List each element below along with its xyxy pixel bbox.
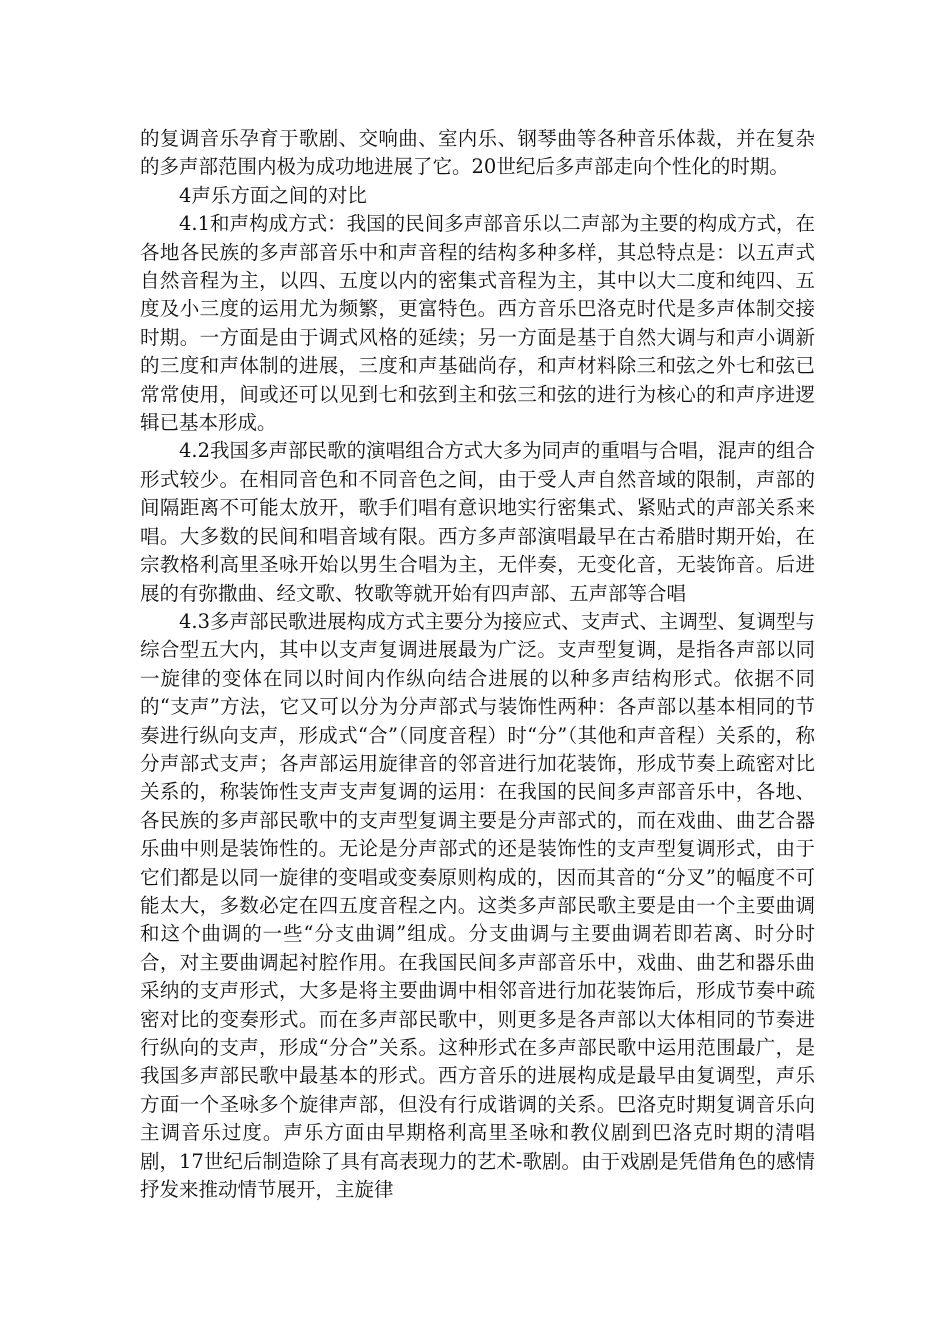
paragraph-intro-continuation: 的复调音乐孕育于歌剧、交响曲、室内乐、钢琴曲等各种音乐体裁，并在复杂的多声部范围内极为成功地进展了它。20世纪后多声部走向个性化的时期。 <box>140 127 815 179</box>
paragraph-4-1: 4.1和声构成方式：我国的民间多声部音乐以二声部为主要的构成方式，在各地各民族的多声部音乐中和声音程的结构多种多样，其总特点是：以五声式自然音程为主，以四、五度以内的密集式音程为主，其中以大二度和纯四、五度及小三度的运用尤为频繁，更富特色。西方音乐巴洛克时代是多声体制交接时期。一方面是由于调式风格的延续；另一方面是基于自然大调与和声小调新的三度和声体制的进展，三度和声基础尚存，和声材料除三和弦之外七和弦已常常使用，间或还可以见到七和弦到主和弦三和弦的进行为核心的和声序进逻辑已基本形成。 <box>140 212 815 435</box>
paragraph-4-3: 4.3多声部民歌进展构成方式主要分为接应式、支声式、主调型、复调型与综合型五大内，其中以支声复调进展最为广泛。支声型复调，是指各声部以同一旋律的变体在同以时间内作纵向结合进展的以种多声结构形式。依据不同的“支声”方法，它又可以分为分声部式与装饰性两种：各声部以基本相同的节奏进行纵向支声，形成式“合”（同度音程）时“分”（其他和声音程）关系的，称分声部式支声；各声部运用旋律音的邻音进行加花装饰，形成节奏上疏密对比关系的，称装饰性支声支声复调的运用：在我国的民间多声部音乐中，各地、各民族的多声部民歌中的支声型复调主要是分声部式的，而在戏曲、曲艺合器乐曲中则是装饰性的。无论是分声部式的还是装饰性的支声型复调形式，由于它们都是以同一旋律的变唱或变奏原则构成的，因而其音的“分叉”的幅度不可能太大，多数必定在四五度音程之内。这类多声部民歌主要是由一个主要曲调和这个曲调的一些“分支曲调”组成。分支曲调与主要曲调若即若离、时分时合，对主要曲调起衬腔作用。在我国民间多声部音乐中，戏曲、曲艺和器乐曲采纳的支声形式，大多是将主要曲调中相邻音进行加花装饰后，形成节奏中疏密对比的变奏形式。而在多声部民歌中，则更多是各声部以大体相同的节奏进行纵向的支声，形成“分合”关系。这种形式在多声部民歌中运用范围最广，是我国多声部民歌中最基本的形式。西方音乐的进展构成是最早由复调型，声乐方面一个圣咏多个旋律声部，但没有行成谐调的关系。巴洛克时期复调音乐向主调音乐过度。声乐方面由早期格利高里圣咏和教仪剧到巴洛克时期的清唱剧，17世纪后制造除了具有高表现力的艺术-歌剧。由于戏剧是凭借角色的感情抒发来推动情节展开，主旋律 <box>140 609 815 1202</box>
section-heading-4: 4声乐方面之间的对比 <box>179 183 367 207</box>
paragraph-4-2: 4.2我国多声部民歌的演唱组合方式大多为同声的重唱与合唱，混声的组合形式较少。在相同音色和不同音色之间，由于受人声自然音域的限制，声部的间隔距离不可能太放开，歌手们唱有意识地实行密集式、紧贴式的声部关系来唱。大多数的民间和唱音域有限。西方多声部演唱最早在古希腊时期开始，在宗教格利高里圣咏开始以男生合唱为主，无伴奏，无变化音，无装饰音。后进展的有弥撒曲、经文歌、牧歌等就开始有四声部、五声部等合唱 <box>140 439 815 605</box>
document-body <box>140 125 815 1204</box>
